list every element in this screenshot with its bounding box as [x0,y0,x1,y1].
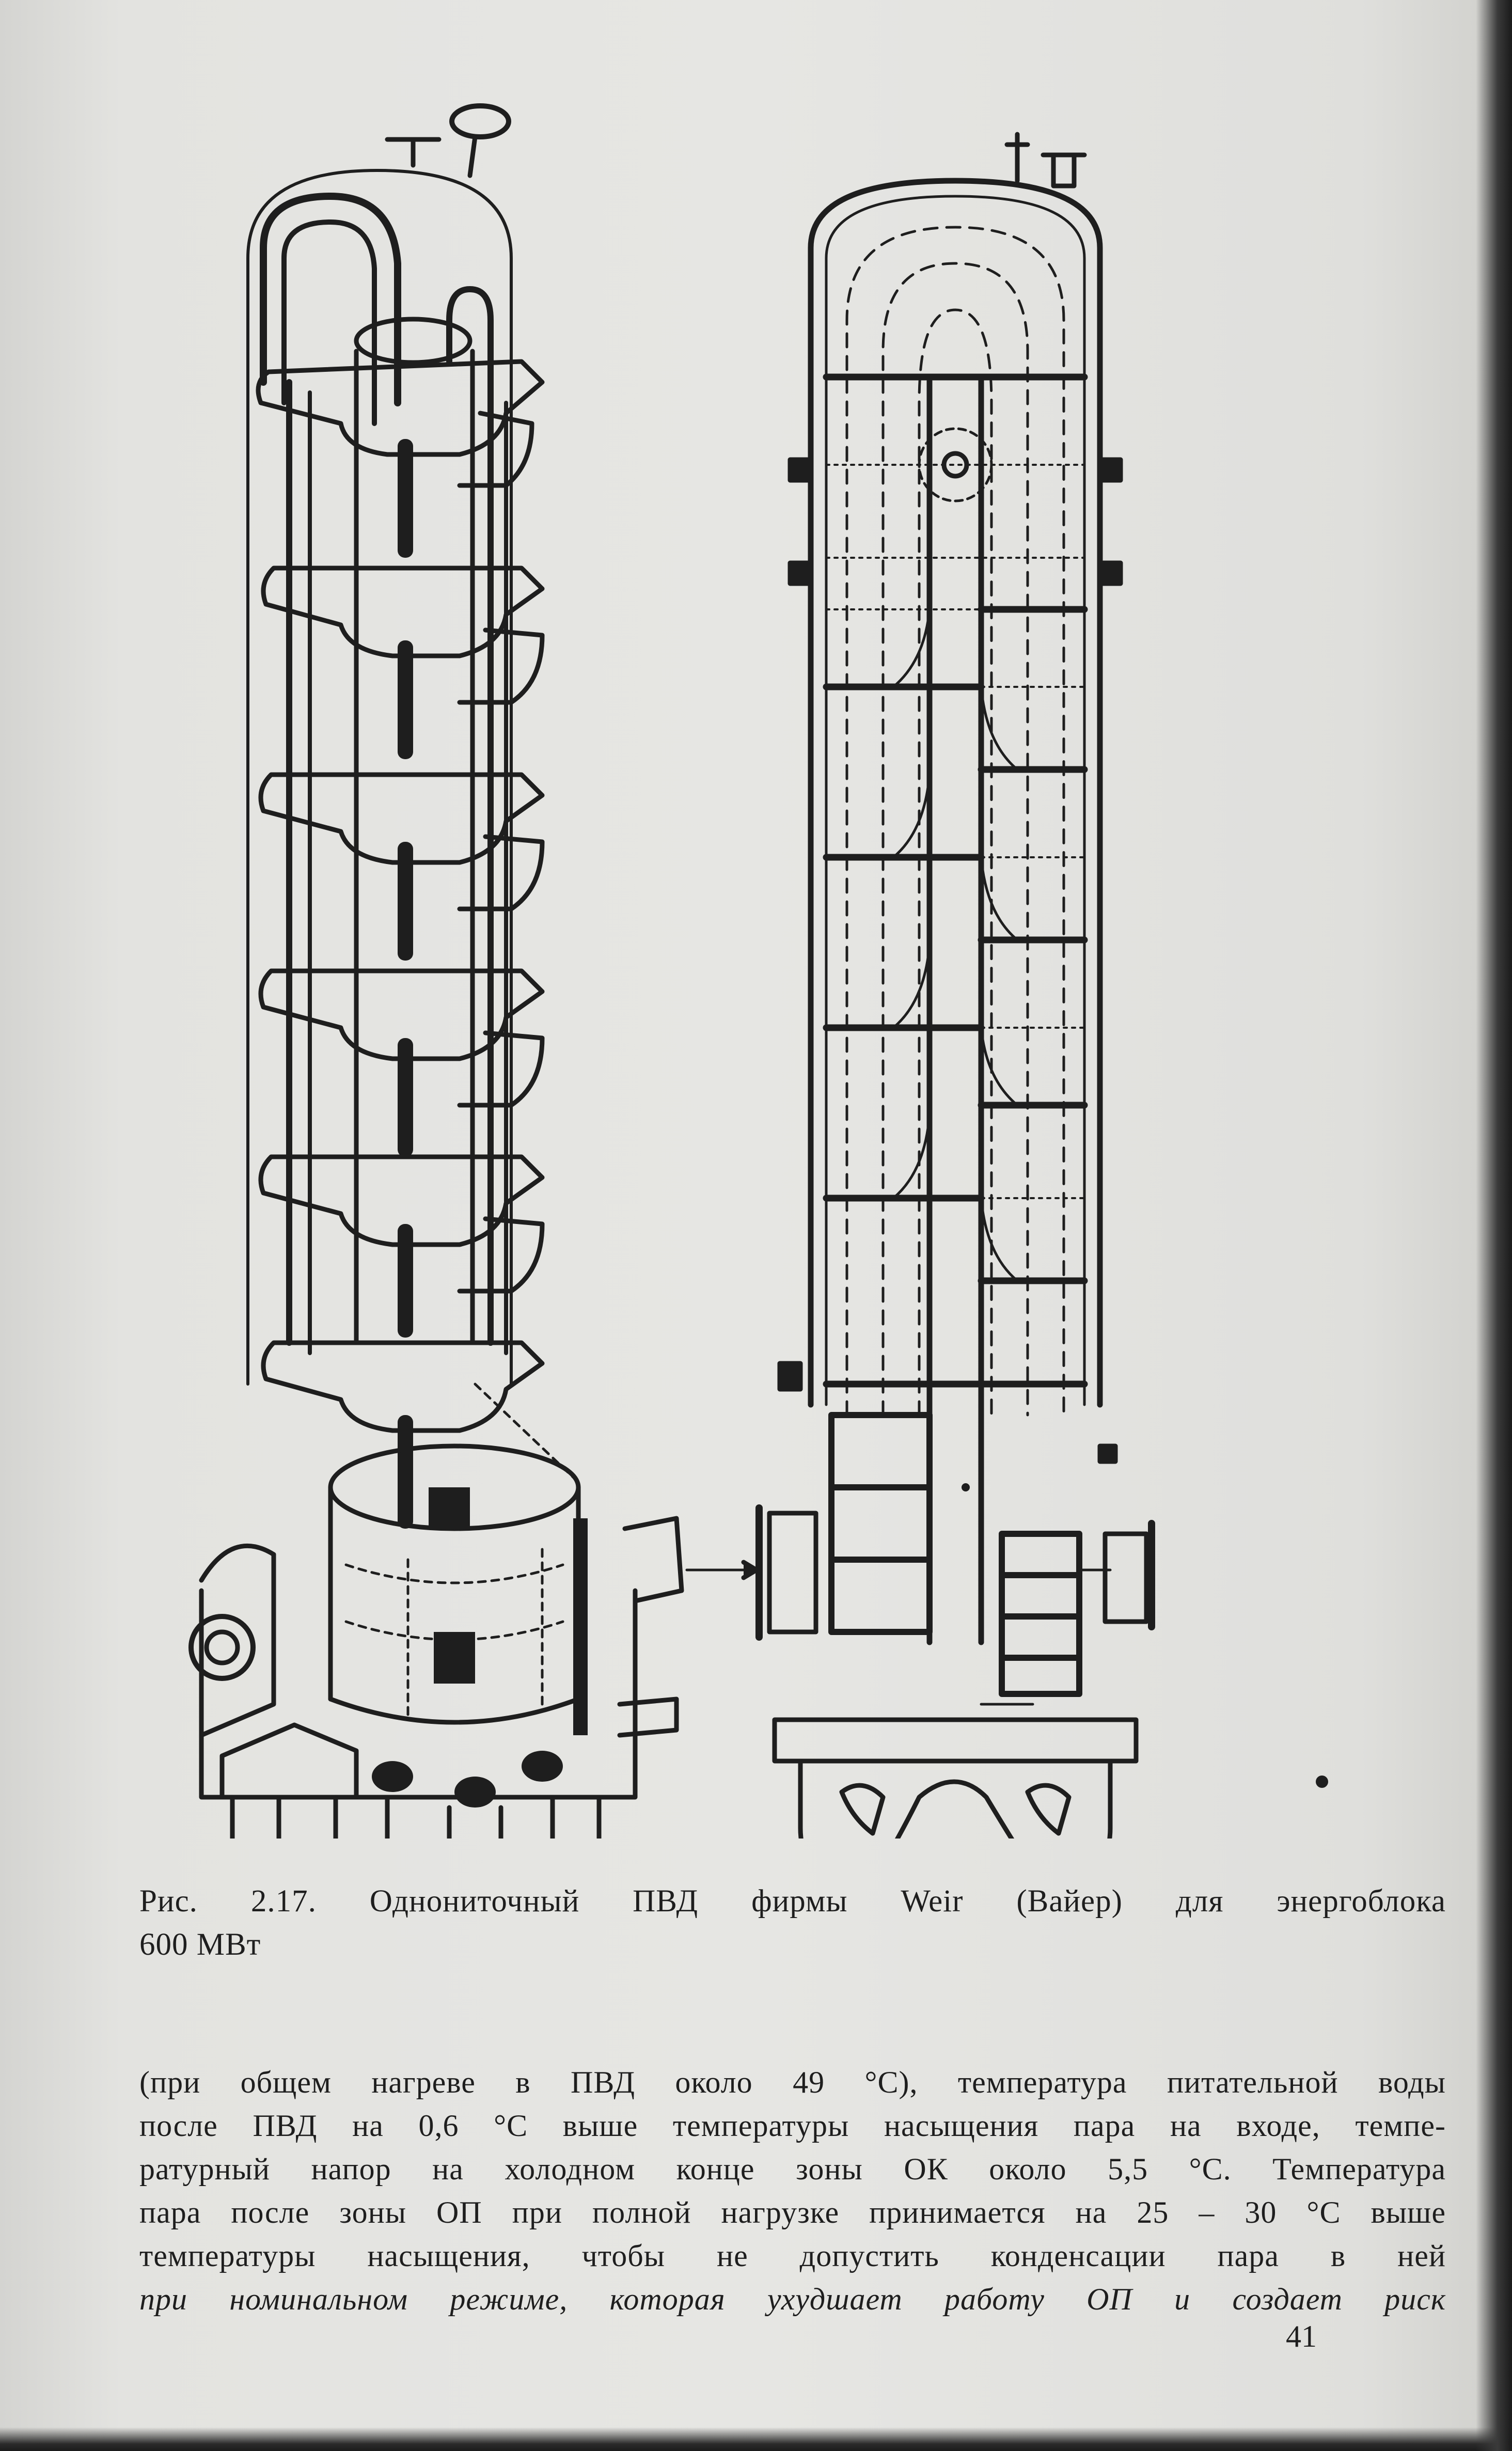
cutaway-heater-drawing [191,106,682,1839]
heater-illustration [170,93,1358,1839]
body-paragraph [139,2061,1446,2321]
page-bottom-shadow [0,2427,1512,2451]
figure-heater-drawings [170,93,1358,1839]
figure-caption [139,1880,1446,1967]
body-line-6: при номинальном режиме, которая ухудшает работу ОП и создает риск [139,2282,1446,2316]
caption-line-1: Рис. 2.17. Однониточный ПВД фирмы Weir (Вайер) для энергоблока [139,1884,1446,1919]
body-line-4: пара после зоны ОП при полной нагрузке принимается на 25 – 30 °C выше [139,2195,1446,2229]
body-line-5: температуры насыщения, чтобы не допустить конденсации пара в ней [139,2239,1446,2273]
caption-line-2: 600 МВт [139,1927,261,1962]
page-number: 41 [1286,2319,1317,2353]
sectional-heater-drawing [687,134,1152,1839]
body-line-1: (при общем нагреве в ПВД около 49 °C), температура питательной воды [139,2065,1446,2099]
body-line-2: после ПВД на 0,6 °C выше температуры насыщения пара на входе, темпе- [139,2109,1446,2143]
body-line-3: ратурный напор на холодном конце зоны ОК около 5,5 °C. Температура [139,2152,1446,2186]
